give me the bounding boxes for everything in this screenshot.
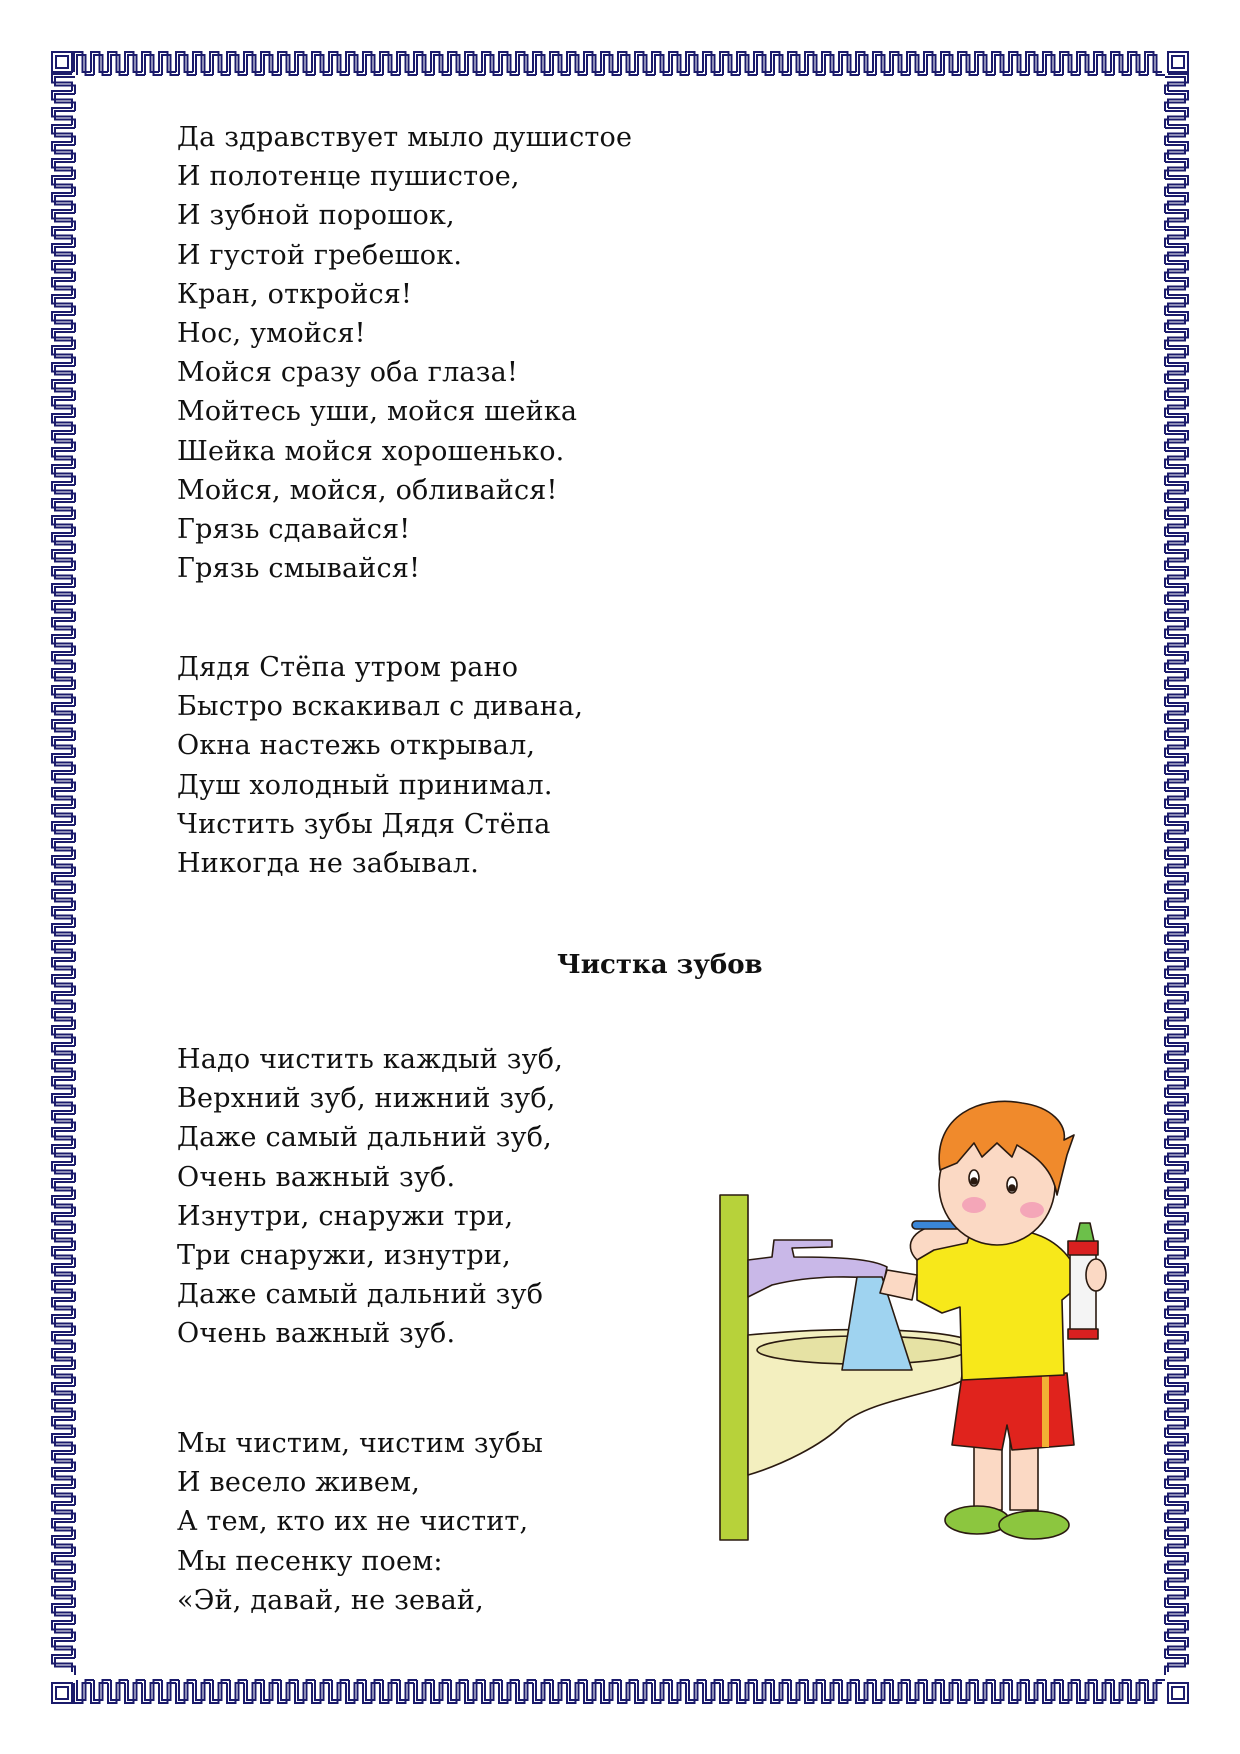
slipper-right [999,1511,1069,1539]
poem-line: Быстро вскакивал с дивана, [177,691,584,723]
poem-line: Мы чистим, чистим зубы [177,1428,544,1459]
poem-line: И полотенце пушистое, [177,161,520,193]
poem-line: Никогда не забывал. [177,848,480,880]
section-heading: Чистка зубов [557,950,763,980]
poem-line: Шейка мойся хорошенько. [177,435,565,467]
poem-line: Верхний зуб, нижний зуб, [177,1083,556,1115]
poem-line: Чистить зубы Дядя Стёпа [177,808,551,840]
poem-line: «Эй, давай, не зевай, [177,1584,484,1616]
wall-strip [720,1195,748,1540]
poem-line: И густой гребешок. [177,239,463,271]
poem-line: Изнутри, снаружи три, [177,1200,514,1232]
poem-line: Мойтесь уши, мойся шейка [177,396,578,428]
poem-line: И весело живем, [177,1467,420,1499]
poem-line: Даже самый дальний зуб, [177,1122,552,1154]
poem-line: Дядя Стёпа утром рано [177,652,519,683]
poem-line: А тем, кто их не чистит, [177,1506,529,1538]
poem-line: Мы песенку поем: [177,1545,443,1577]
poem-line: Душ холодный принимал. [177,769,553,801]
stanza-soap [177,118,632,588]
toothpaste-tube [1070,1245,1096,1337]
poem-line: Да здравствует мыло душистое [177,122,633,153]
poem-line: Надо чистить каждый зуб, [177,1044,563,1075]
poem-line: Мойся сразу оба глаза! [177,357,518,389]
stanza-uncle-styopa [177,648,583,883]
poem-line: Грязь сдавайся! [177,514,411,546]
poem-line: Кран, откройся! [177,278,413,310]
slipper-left [945,1506,1009,1534]
poem-line: Окна настежь открывал, [177,730,536,762]
stanza-teeth-brushing [177,1040,563,1354]
poem-line: Мойся, мойся, обливайся! [177,474,558,506]
stanza-we-brush [177,1424,543,1620]
poem-line: Даже самый дальний зуб [177,1279,544,1311]
poem-line: Грязь смывайся! [177,553,421,585]
poem-line: Три снаружи, изнутри, [177,1240,511,1272]
poem-line: Нос, умойся! [177,318,366,350]
poem-line: Очень важный зуб. [177,1161,456,1193]
shorts [952,1373,1074,1450]
boy-brushing-teeth-illustration [712,1045,1112,1545]
poem-line: И зубной порошок, [177,200,455,232]
poem-line: Очень важный зуб. [177,1318,456,1350]
